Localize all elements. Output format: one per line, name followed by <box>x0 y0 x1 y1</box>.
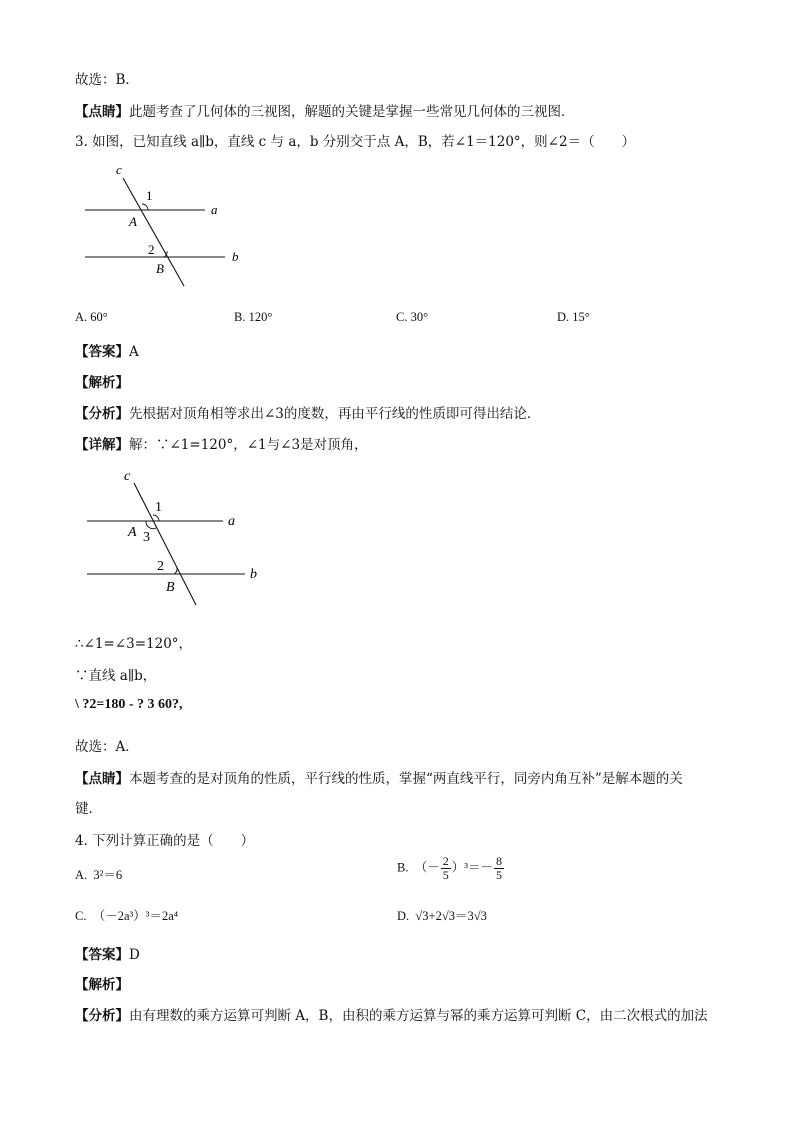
q3-answer: 【答案】A <box>75 344 139 360</box>
label-b: b <box>250 567 257 582</box>
option-d: D. 15° <box>557 310 590 324</box>
q3-choose: 故选：A． <box>75 739 139 755</box>
option-b: B. 120° <box>234 310 273 324</box>
label-B: B <box>156 261 164 276</box>
question-3-figure <box>80 160 260 290</box>
label-B: B <box>166 580 175 595</box>
angle-1-arc <box>153 515 159 521</box>
q4-option-c: C. （－2a³）³＝2a⁴ <box>75 909 179 923</box>
q4-option-a: A. 3²＝6 <box>75 868 123 882</box>
q4-answer: 【答案】D <box>75 947 140 963</box>
q4-option-d: D. √3+2√3＝3√3 <box>397 909 487 923</box>
question-3-stem: 3. 如图，已知直线 a∥b，直线 c 与 a，b 分别交于点 A，B，若∠1＝120°，则∠2＝（ ） <box>75 134 636 150</box>
label-c: c <box>124 469 131 484</box>
q3-step-2: ∵直线 a∥b， <box>75 668 157 684</box>
previous-dianjing-line <box>75 100 575 120</box>
label-A: A <box>128 525 137 540</box>
q3-step-3: \ ?2=180 - ? 3 60?, <box>75 697 183 712</box>
q4-fenxi: 【分析】由有理数的乘方运算可判断 A，B，由积的乘方运算与幂的乘方运算可判断 C，由二次根式的加法 <box>75 1008 708 1024</box>
label-2: 2 <box>157 559 164 574</box>
q3-fenxi: 【分析】先根据对顶角相等求出∠3的度数，再由平行线的性质即可得出结论． <box>75 406 541 422</box>
previous-answer-line: 故选：B． <box>75 72 139 88</box>
option-a: A. 60° <box>75 310 108 324</box>
label-2: 2 <box>148 242 155 257</box>
q3-dianjing-continued: 键． <box>75 801 102 817</box>
label-a: a <box>228 514 235 529</box>
question-3-solution-figure <box>80 465 270 610</box>
dianjing-tag: 【点睛】 <box>75 104 129 120</box>
label-a: a <box>211 202 218 217</box>
line-c <box>123 178 184 286</box>
option-c: C. 30° <box>396 310 429 324</box>
q3-dianjing: 【点睛】本题考查的是对顶角的性质，平行线的性质，掌握“两直线平行，同旁内角互补”是解本题的关 <box>75 771 683 787</box>
label-1: 1 <box>146 188 153 203</box>
angle-2-arc <box>174 568 177 574</box>
q3-xiangjie: 【详解】解：∵∠1=120°，∠1与∠3是对顶角， <box>75 437 368 453</box>
q3-analysis-tag: 【解析】 <box>75 375 129 391</box>
q4-analysis-tag: 【解析】 <box>75 977 129 993</box>
q4-option-b: B. （－ $\frac{2}{5}$ ）³＝－ $\frac{8}{5}$ <box>397 854 502 882</box>
label-1: 1 <box>155 500 162 515</box>
q3-step-1: ∴∠1=∠3=120°， <box>75 636 193 652</box>
question-4-stem: 4. 下列计算正确的是（ ） <box>75 833 255 849</box>
label-b: b <box>232 249 239 264</box>
label-3: 3 <box>143 530 150 545</box>
angle-1-arc <box>142 204 148 210</box>
label-c: c <box>116 162 122 177</box>
dianjing-text: 此题考查了几何体的三视图，解题的关键是掌握一些常见几何体的三视图． <box>129 104 575 120</box>
label-A: A <box>129 214 137 229</box>
